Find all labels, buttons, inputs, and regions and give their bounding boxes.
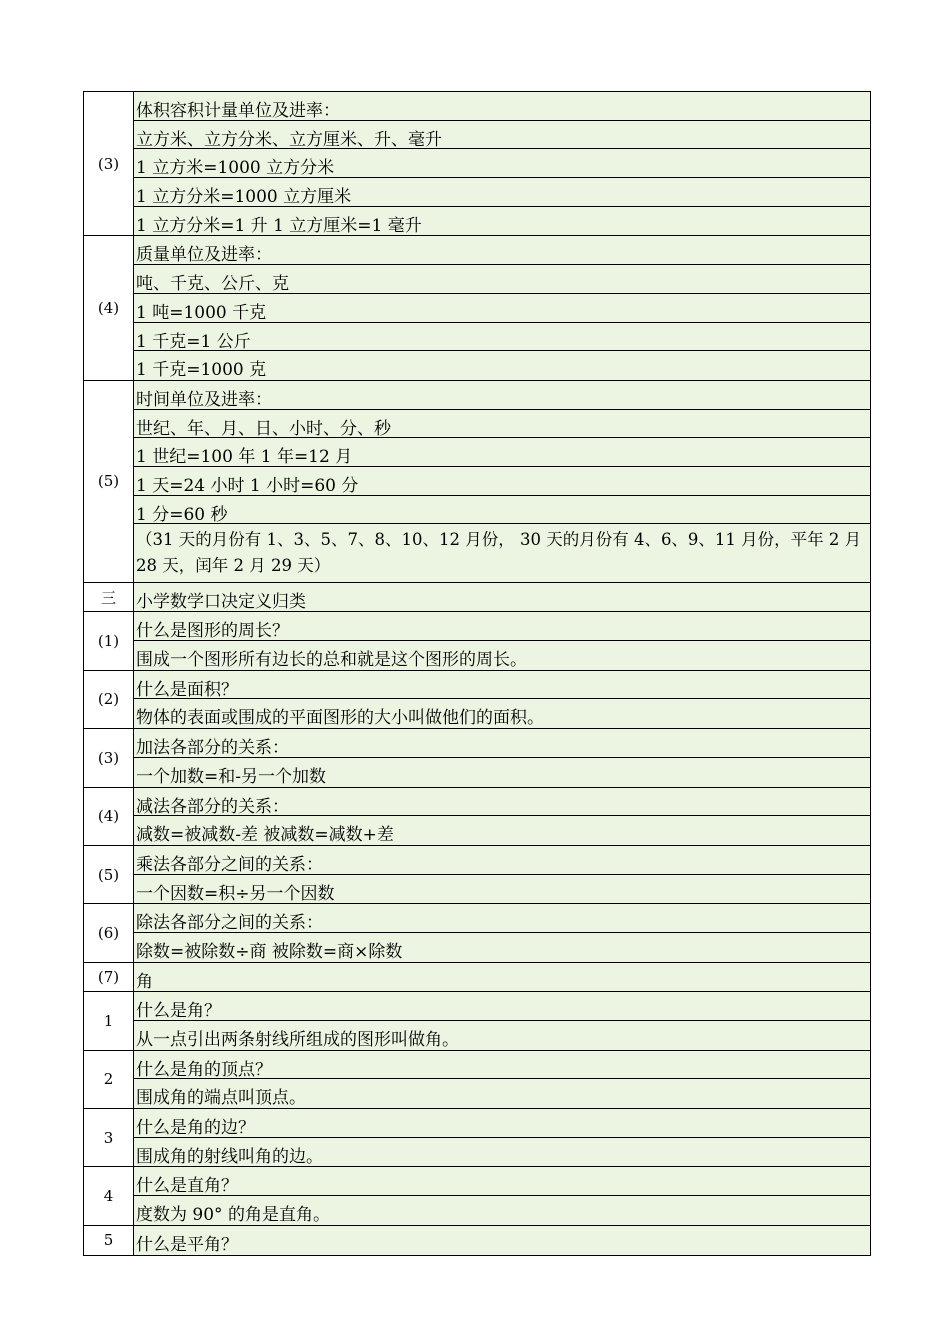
table-row-group [84, 846, 870, 904]
table-row-group [84, 92, 870, 236]
table-line: （31 天的月份有 1、3、5、7、8、10、12 月份， 30 天的月份有 4、6、9、11 月份，平年 2 月 28 天，闰年 2 月 29 天） [133, 524, 870, 581]
table-line: 1 天=24 小时 1 小时=60 分 [133, 467, 870, 496]
table-line: 1 世纪=100 年 1 年=12 月 [133, 438, 870, 467]
row-number: 4 [103, 1187, 114, 1206]
table-row-group [84, 729, 870, 787]
table-row-group [84, 963, 870, 993]
row-lines [133, 1226, 870, 1255]
row-number: 1 [103, 1012, 114, 1031]
row-lines [133, 788, 870, 845]
row-lines [133, 583, 870, 612]
table-row-group [84, 904, 870, 962]
row-lines [133, 236, 870, 379]
row-lines [133, 92, 870, 235]
table-row-group [84, 236, 870, 380]
table-line: 1 千克=1 公斤 [133, 323, 870, 352]
row-number: (6) [97, 923, 120, 942]
table-line: 角 [133, 963, 870, 992]
table-line: 一个加数=和-另一个加数 [133, 758, 870, 787]
table-line: 世纪、年、月、日、小时、分、秒 [133, 410, 870, 439]
table-line: 从一点引出两条射线所组成的图形叫做角。 [133, 1021, 870, 1050]
table-line: 围成角的射线叫角的边。 [133, 1138, 870, 1167]
table-line: 加法各部分的关系： [133, 729, 870, 758]
row-number: (2) [97, 690, 120, 709]
row-lines [133, 963, 870, 992]
table-line: 1 立方分米=1 升 1 立方厘米=1 毫升 [133, 207, 870, 236]
table-line: 立方米、立方分米、立方厘米、升、毫升 [133, 121, 870, 150]
table-line: 减数=被减数-差 被减数=减数+差 [133, 816, 870, 845]
table-line: 一个因数=积÷另一个因数 [133, 875, 870, 904]
table-line: 时间单位及进率： [133, 381, 870, 410]
row-lines [133, 671, 870, 728]
table-line: 什么是角的边？ [133, 1109, 870, 1138]
row-number: (1) [97, 632, 120, 651]
table-line: 围成一个图形所有边长的总和就是这个图形的周长。 [133, 641, 870, 670]
table-line: 除法各部分之间的关系： [133, 904, 870, 933]
row-number: (7) [97, 967, 120, 986]
row-number: (5) [97, 865, 120, 884]
row-number: 2 [103, 1070, 114, 1089]
knowledge-table [83, 91, 871, 1256]
table-row-group [84, 788, 870, 846]
table-row-group [84, 1051, 870, 1109]
table-line: 1 吨=1000 千克 [133, 294, 870, 323]
table-line: 1 立方米=1000 立方分米 [133, 149, 870, 178]
row-number: 三 [100, 588, 116, 607]
table-line: 除数=被除数÷商 被除数=商×除数 [133, 933, 870, 962]
row-lines [133, 992, 870, 1049]
table-line: 小学数学口决定义归类 [133, 583, 870, 612]
table-line: 体积容积计量单位及进率： [133, 92, 870, 121]
row-number: (3) [97, 748, 120, 767]
table-line: 1 千克=1000 克 [133, 351, 870, 380]
table-row-group [84, 992, 870, 1050]
table-line: 1 立方分米=1000 立方厘米 [133, 178, 870, 207]
row-number: (3) [97, 154, 120, 173]
row-lines [133, 1109, 870, 1166]
row-number: 5 [103, 1231, 114, 1250]
table-line: 减法各部分的关系： [133, 788, 870, 817]
table-line: 乘法各部分之间的关系： [133, 846, 870, 875]
row-lines [133, 846, 870, 903]
table-line: 物体的表面或围成的平面图形的大小叫做他们的面积。 [133, 699, 870, 728]
table-line: 什么是角？ [133, 992, 870, 1021]
row-lines [133, 729, 870, 786]
row-lines [133, 1167, 870, 1224]
table-line: 围成角的端点叫顶点。 [133, 1079, 870, 1108]
row-lines [133, 1051, 870, 1108]
table-line: 度数为 90° 的角是直角。 [133, 1196, 870, 1225]
table-line: 什么是图形的周长？ [133, 612, 870, 641]
row-lines [133, 904, 870, 961]
table-line: 什么是角的顶点？ [133, 1051, 870, 1080]
row-number: (4) [97, 807, 120, 826]
table-line: 什么是直角？ [133, 1167, 870, 1196]
table-line: 1 分=60 秒 [133, 496, 870, 525]
table-line: 吨、千克、公斤、克 [133, 265, 870, 294]
table-row-group [84, 1167, 870, 1225]
row-number: (4) [97, 299, 120, 318]
row-number: 3 [103, 1128, 114, 1147]
table-row-group [84, 612, 870, 670]
table-line: 什么是面积？ [133, 671, 870, 700]
table-row-group [84, 583, 870, 613]
row-lines [133, 381, 870, 582]
table-row-group [84, 1226, 870, 1255]
row-number: (5) [97, 472, 120, 491]
table-row-group [84, 1109, 870, 1167]
table-line: 质量单位及进率： [133, 236, 870, 265]
table-row-group [84, 381, 870, 583]
row-lines [133, 612, 870, 669]
table-line: 什么是平角？ [133, 1226, 870, 1255]
table-row-group [84, 671, 870, 729]
